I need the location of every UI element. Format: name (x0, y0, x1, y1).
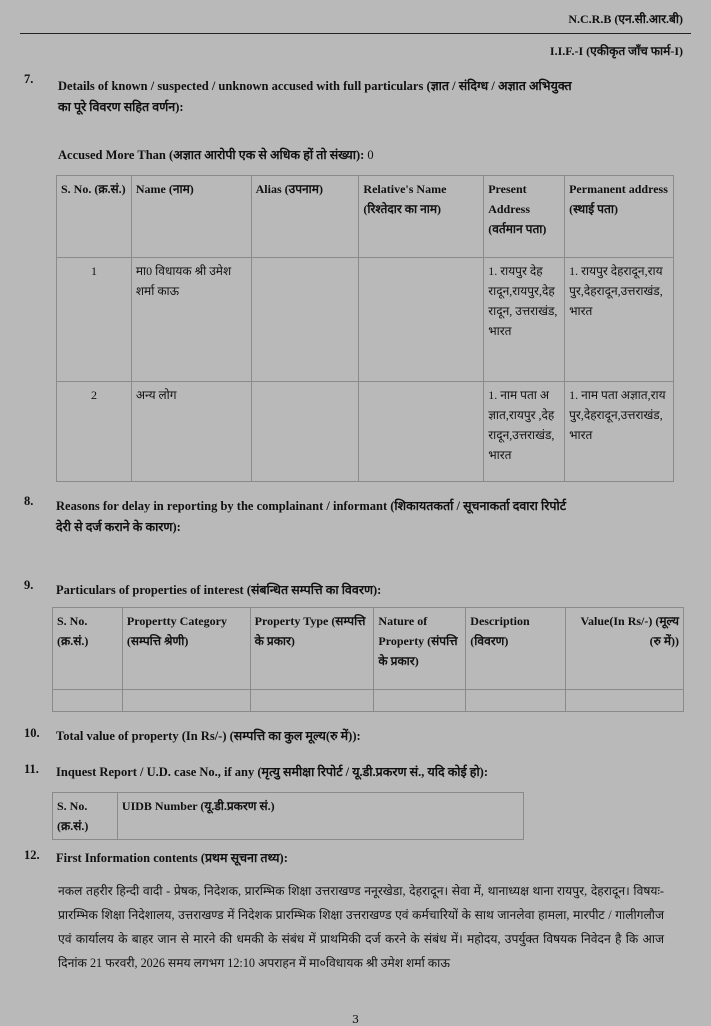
section-7-title-line2: का पूरे विवरण सहित वर्णन): (58, 100, 184, 114)
table-row (57, 258, 674, 382)
empty-cell (374, 690, 466, 712)
section-10-number: 10. (24, 726, 40, 740)
property-table-header (53, 608, 684, 690)
col-uidb: UIDB Number (यू.डी.प्रकरण सं.) (117, 793, 523, 840)
row-relative (359, 258, 484, 382)
empty-cell (466, 690, 566, 712)
row-alias (251, 258, 359, 382)
col-type: Property Type (सम्पत्ति के प्रकार) (250, 608, 374, 690)
section-7-title (58, 76, 688, 118)
ncrb-header: N.C.R.B (एन.सी.आर.बी) (568, 12, 683, 26)
accused-table-header (57, 176, 674, 258)
col-permanent-address: Permanent address (स्थाई पता) (565, 176, 674, 258)
section-8-title (56, 496, 696, 538)
row-name: मा0 विधायक श्री उमेश शर्मा काऊ (131, 258, 251, 382)
form-title: I.I.F.-I (एकीकृत जाँच फार्म-I) (549, 44, 683, 58)
section-8-title-line2: देरी से दर्ज कराने के कारण): (56, 520, 181, 534)
inquest-table (52, 792, 524, 840)
col-name: Name (नाम) (131, 176, 251, 258)
col-present-address: Present Address (वर्तमान पता) (484, 176, 565, 258)
section-12-title: First Information contents (प्रथम सूचना तथ्य): (56, 851, 288, 865)
section-10-title: Total value of property (In Rs/-) (सम्पत्ति का कुल मूल्य(रु में)): (56, 729, 361, 743)
section-11-number: 11. (24, 762, 39, 776)
row-alias (251, 382, 359, 482)
table-row (57, 382, 674, 482)
col-value: Value(In Rs/-) (मूल्य (रु में)) (566, 608, 684, 690)
col-category: Propertty Category (सम्पत्ति श्रेणी) (122, 608, 250, 690)
row-permanent-address: 1. नाम पता अज्ञात,रायपुर,देहरादून,उत्तराखंड,भारत (565, 382, 674, 482)
row-present-address: 1. रायपुर देहरादून,रायपुर,देहरादून, उत्तराखंड,भारत (484, 258, 565, 382)
table-row (53, 690, 684, 712)
row-present-address: 1. नाम पता अज्ञात,रायपुर ,देहरादून,उत्तराखंड,भारत (484, 382, 565, 482)
row-name: अन्य लोग (131, 382, 251, 482)
section-7-title-line1: Details of known / suspected / unknown accused with full particulars (ज्ञात / संदिग्ध / अज्ञात अभियुक्त (58, 79, 572, 93)
col-nature: Nature of Property (संपत्ति के प्रकार) (374, 608, 466, 690)
col-sno: S. No. (क्र.सं.) (57, 176, 132, 258)
empty-cell (53, 690, 123, 712)
section-7-number: 7. (24, 72, 34, 86)
accused-table (56, 175, 674, 482)
accused-more-value: 0 (367, 148, 374, 162)
first-information-body: नकल तहरीर हिन्दी वादी - प्रेषक, निदेशक, प्रारम्भिक शिक्षा उत्तराखण्ड ननूरखेडा, देहरादून। सेवा में, थानाध्यक्ष थाना रायपुर, देहरादून। विषयः- प्रारम्भिक शिक्षा निदेशालय, उत्तराखण्ड में निदेशक प्रारम्भिक शिक्षा उत्तराखण्ड एवं कर्मचारियों के साथ जानलेवा हामला, मारपीट / गालीगलौज एवं कार्यालय के बाहर जान से मारने की धमकी के संबंध में प्राथमिकी दर्ज करने के संबंध में। महोदय, उपर्युक्त विषयक निवेदन है कि आज दिनांक 21 फरवरी, 2026 समय लगभग 12:10 अपराहन में मा०विधायक श्री उमेश शर्मा काऊ (58, 884, 664, 970)
col-sno: S. No. (क्र.सं.) (53, 608, 123, 690)
empty-cell (122, 690, 250, 712)
inquest-table-header (53, 793, 524, 840)
row-permanent-address: 1. रायपुर देहरादून,रायपुर,देहरादून,उत्तराखंड,भारत (565, 258, 674, 382)
section-9-title: Particulars of properties of interest (संबन्धित सम्पत्ति का विवरण): (56, 583, 382, 597)
section-9-number: 9. (24, 578, 34, 592)
page-number: 3 (352, 1013, 359, 1026)
row-sno: 2 (57, 382, 132, 482)
property-table (52, 607, 684, 712)
row-sno: 1 (57, 258, 132, 382)
empty-cell (566, 690, 684, 712)
col-sno: S. No. (क्र.सं.) (53, 793, 118, 840)
section-8-title-line1: Reasons for delay in reporting by the complainant / informant (शिकायतकर्ता / सूचनाकर्ता दवारा रिपोर्ट (56, 499, 567, 513)
empty-cell (250, 690, 374, 712)
row-relative (359, 382, 484, 482)
col-relative: Relative's Name (रिश्तेदार का नाम) (359, 176, 484, 258)
section-11-title: Inquest Report / U.D. case No., if any (मृत्यु समीक्षा रिपोर्ट / यू.डी.प्रकरण सं., यदि कोई हो): (56, 765, 489, 779)
section-12-number: 12. (24, 848, 40, 862)
col-alias: Alias (उपनाम) (251, 176, 359, 258)
accused-more-label: Accused More Than (अज्ञात आरोपी एक से अधिक हों तो संख्या): (58, 148, 365, 162)
section-8-number: 8. (24, 494, 34, 508)
col-description: Description (विवरण) (466, 608, 566, 690)
accused-more-than (58, 145, 374, 166)
header-rule (20, 33, 691, 34)
